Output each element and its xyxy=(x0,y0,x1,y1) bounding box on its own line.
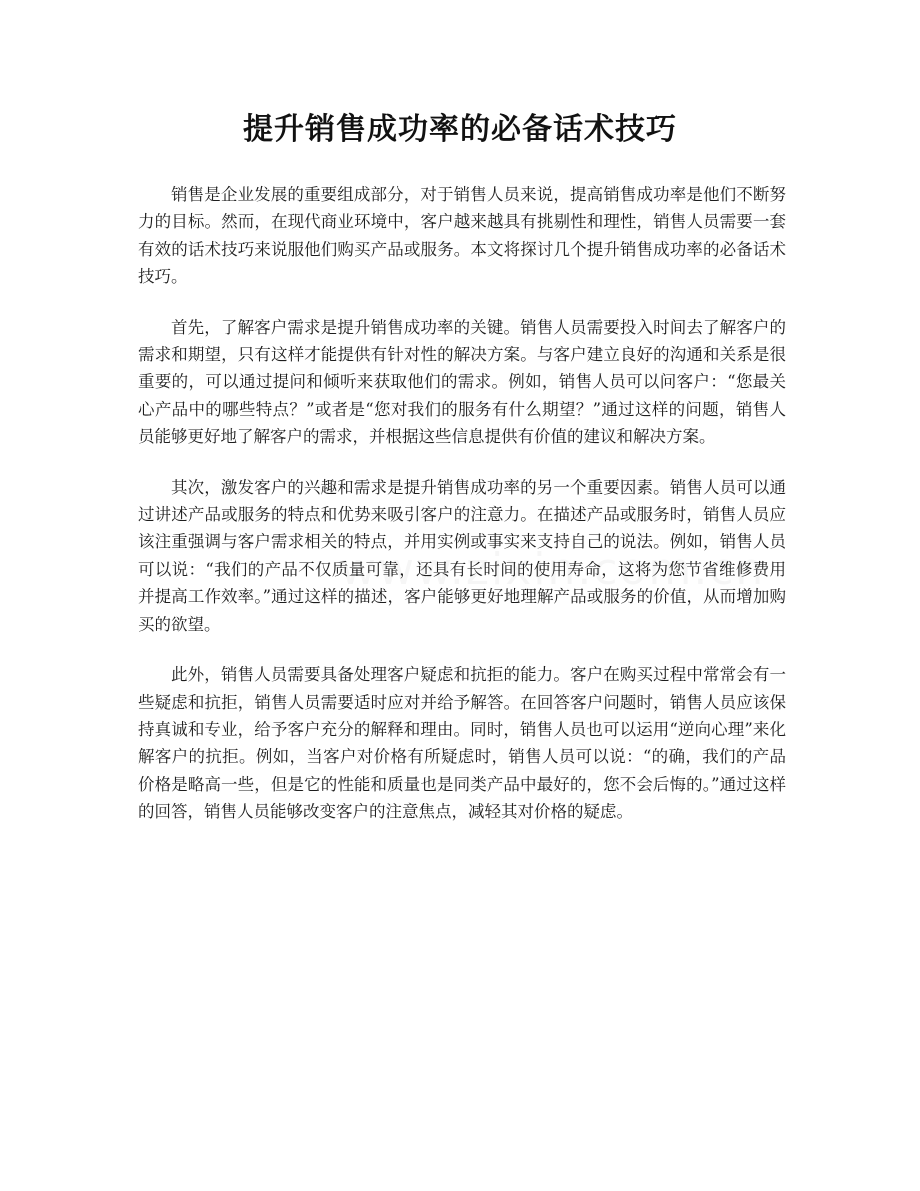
document-title: 提升销售成功率的必备话术技巧 xyxy=(243,112,677,147)
paragraph-intro: 销售是企业发展的重要组成部分，对于销售人员来说，提高销售成功率是他们不断努力的目标。然而，在现代商业环境中，客户越来越具有挑剔性和理性，销售人员需要一套有效的话术技巧来说服他们购买产品或服务。本文将探讨几个提升销售成功率的必备话术技巧。 xyxy=(138,185,786,287)
document-body xyxy=(138,181,786,849)
paragraph-customer-needs: 首先，了解客户需求是提升销售成功率的关键。销售人员需要投入时间去了解客户的需求和期望，只有这样才能提供有针对性的解决方案。与客户建立良好的沟通和关系是很重要的，可以通过提问和倾听来获取他们的需求。例如，销售人员可以问客户：“您最关心产品中的哪些特点？”或者是“您对我们的服务有什么期望？”通过这样的问题，销售人员能够更好地了解客户的需求，并根据这些信息提供有价值的建议和解决方案。 xyxy=(138,317,786,447)
paragraph-customer-interest: 其次，激发客户的兴趣和需求是提升销售成功率的另一个重要因素。销售人员可以通过讲述产品或服务的特点和优势来吸引客户的注意力。在描述产品或服务时，销售人员应该注重强调与客户需求相关的特点，并用实例或事实来支持自己的说法。例如，销售人员可以说：“我们的产品不仅质量可靠，还具有长时间的使用寿命，这将为您节省维修费用并提高工作效率。”通过这样的描述，客户能够更好地理解产品或服务的价值，从而增加购买的欲望。 xyxy=(138,477,786,634)
paragraph-handling-objections: 此外，销售人员需要具备处理客户疑虑和抗拒的能力。客户在购买过程中常常会有一些疑虑和抗拒，销售人员需要适时应对并给予解答。在回答客户问题时，销售人员应该保持真诚和专业，给予客户充分的解释和理由。同时，销售人员也可以运用“逆向心理”来化解客户的抗拒。例如，当客户对价格有所疑虑时，销售人员可以说：“的确，我们的产品价格是略高一些，但是它的性能和质量也是同类产品中最好的，您不会后悔的。”通过这样的回答，销售人员能够改变客户的注意焦点，减轻其对价格的疑虑。 xyxy=(138,665,786,822)
